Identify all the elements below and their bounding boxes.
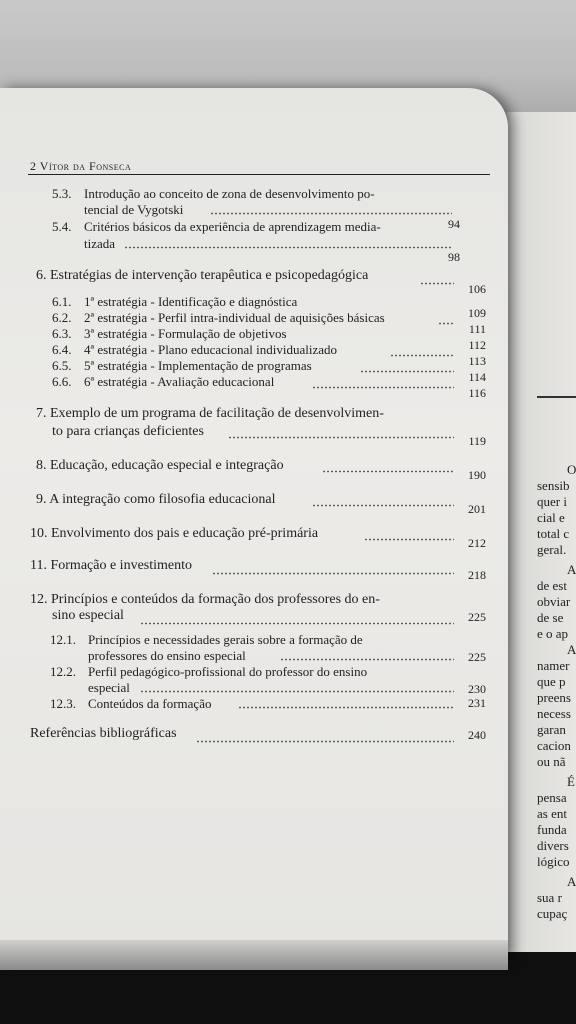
right-page-line: as ent	[537, 806, 567, 821]
toc-chapter: 9. A integração como filosofia educacional	[36, 492, 276, 507]
toc-number: 6.1.	[52, 294, 72, 309]
toc-entry-text: Princípios e necessidades gerais sobre a formação de	[88, 632, 363, 647]
right-page-line: divers	[537, 838, 569, 853]
toc-entry-text: 4ª estratégia - Plano educacional individualizado	[84, 342, 338, 357]
leader-dots	[312, 386, 454, 389]
toc-page-number: 225	[468, 650, 486, 664]
page-number: 2	[30, 159, 37, 173]
right-page-rule	[537, 396, 576, 398]
toc-number: 6.5.	[52, 358, 72, 373]
right-page-line: O	[567, 462, 576, 477]
toc-entry-text: 3ª estratégia - Formulação de objetivos	[84, 326, 287, 341]
leader-dots	[238, 706, 454, 709]
right-page-line: lógico	[537, 854, 570, 869]
toc-entry-text: professores do ensino especial	[88, 648, 246, 663]
right-page-line: ou nã	[537, 754, 566, 769]
toc-page-number: 240	[468, 728, 486, 742]
right-page-line: cial e	[537, 510, 565, 525]
leader-dots	[312, 504, 454, 507]
toc-number: 5.4.	[52, 219, 72, 234]
toc-entry-text: 5ª estratégia - Implementação de programas	[84, 358, 312, 373]
toc-chapter: 11. Formação e investimento	[30, 558, 192, 573]
toc-entry-text: Conteúdos da formação	[88, 696, 212, 711]
toc-page-number: 119	[468, 434, 486, 448]
right-page-line: quer i	[537, 494, 567, 509]
leader-dots	[364, 538, 454, 541]
toc-entry-text: especial	[88, 680, 130, 695]
right-page-line: cacion	[537, 738, 571, 753]
toc-entry-text: Critérios básicos da experiência de aprendizagem media-	[84, 219, 381, 234]
leader-dots	[420, 282, 454, 285]
toc-chapter: to para crianças deficientes	[52, 424, 204, 439]
leader-dots	[212, 572, 454, 575]
toc-entry-text: 1ª estratégia - Identificação e diagnóstica	[84, 294, 298, 309]
toc-page-number: 212	[468, 536, 486, 550]
toc-entry-text: tizada	[84, 236, 116, 251]
toc-number: 12.1.	[50, 632, 76, 647]
toc-number: 6.2.	[52, 310, 72, 325]
right-page-line: de se	[537, 610, 564, 625]
toc-page-number: 230	[468, 682, 486, 696]
right-page-line: de est	[537, 578, 567, 593]
left-page	[0, 88, 508, 958]
toc-entry-text: 2ª estratégia - Perfil intra-individual de aquisições básicas	[84, 310, 385, 325]
leader-dots	[280, 658, 454, 661]
toc-chapter: 8. Educação, educação especial e integração	[36, 458, 284, 473]
leader-dots	[438, 322, 454, 325]
leader-dots	[322, 470, 454, 473]
toc-page-number: 225	[468, 610, 486, 624]
leader-dots	[124, 246, 452, 249]
toc-number: 12.3.	[50, 696, 76, 711]
toc-chapter: 7. Exemplo de um programa de facilitação de desenvolvimen-	[36, 406, 384, 421]
leader-dots	[140, 622, 454, 625]
toc-number: 6.3.	[52, 326, 72, 341]
running-header	[30, 159, 131, 174]
toc-page-number: 111	[468, 322, 486, 336]
right-page-line: namer	[537, 658, 570, 673]
toc-page-number: 112	[468, 338, 486, 352]
right-page-line: pensa	[537, 790, 567, 805]
right-page-line: É	[567, 774, 575, 789]
toc-entry-text: 6ª estratégia - Avaliação educacional	[84, 374, 275, 389]
toc-chapter: 10. Envolvimento dos pais e educação pré-primária	[30, 526, 319, 541]
toc-page-number: 114	[468, 370, 486, 384]
toc-page-number: 106	[468, 282, 486, 296]
toc-page-number: 94	[448, 217, 460, 231]
toc-page-number: 218	[468, 568, 486, 582]
right-page-line: necess	[537, 706, 571, 721]
right-page-line: cupaç	[537, 906, 568, 921]
toc-page-number: 231	[468, 696, 486, 710]
header-rule	[28, 174, 490, 175]
toc-page-number: 109	[468, 306, 486, 320]
leader-dots	[390, 354, 454, 357]
right-page-line: preens	[537, 690, 571, 705]
toc-number: 12.2.	[50, 664, 76, 679]
toc-number: 6.6.	[52, 374, 72, 389]
page-edge-shadow	[0, 940, 508, 970]
toc-number: 5.3.	[52, 186, 72, 201]
leader-dots	[196, 740, 454, 743]
right-page-line: total c	[537, 526, 570, 541]
right-page-line: sensib	[537, 478, 570, 493]
right-page-line: que p	[537, 674, 566, 689]
toc-references: Referências bibliográficas	[30, 726, 177, 741]
right-page-line: e o ap	[537, 626, 569, 641]
toc-chapter: 12. Princípios e conteúdos da formação dos professores do en-	[30, 592, 380, 607]
toc-page-number: 201	[468, 502, 486, 516]
toc-entry-text: Perfil pedagógico-profissional do professor do ensino	[88, 664, 368, 679]
toc-page-number: 190	[468, 468, 486, 482]
leader-dots	[360, 370, 454, 373]
toc-page-number: 113	[468, 354, 486, 368]
right-page-line: A	[567, 642, 576, 657]
leader-dots	[140, 690, 454, 693]
toc-entry-text: tencial de Vygotski	[84, 202, 184, 217]
right-page-line: obviar	[537, 594, 571, 609]
toc-number: 6.4.	[52, 342, 72, 357]
author-name: Vítor da Fonseca	[39, 159, 132, 173]
toc-page-number: 116	[468, 386, 486, 400]
right-page-line: funda	[537, 822, 567, 837]
toc-chapter: 6. Estratégias de intervenção terapêutica e psicopedagógica	[36, 268, 369, 283]
toc-entry-text: Introdução ao conceito de zona de desenvolvimento po-	[84, 186, 375, 201]
right-page-line: geral.	[537, 542, 567, 557]
leader-dots	[210, 212, 452, 215]
toc-page-number: 98	[448, 250, 460, 264]
right-page-line: A	[567, 562, 576, 577]
right-page-line: garan	[537, 722, 566, 737]
toc-chapter: sino especial	[52, 608, 124, 623]
right-page-line: sua r	[537, 890, 562, 905]
right-page-line: A	[567, 874, 576, 889]
leader-dots	[228, 436, 454, 439]
